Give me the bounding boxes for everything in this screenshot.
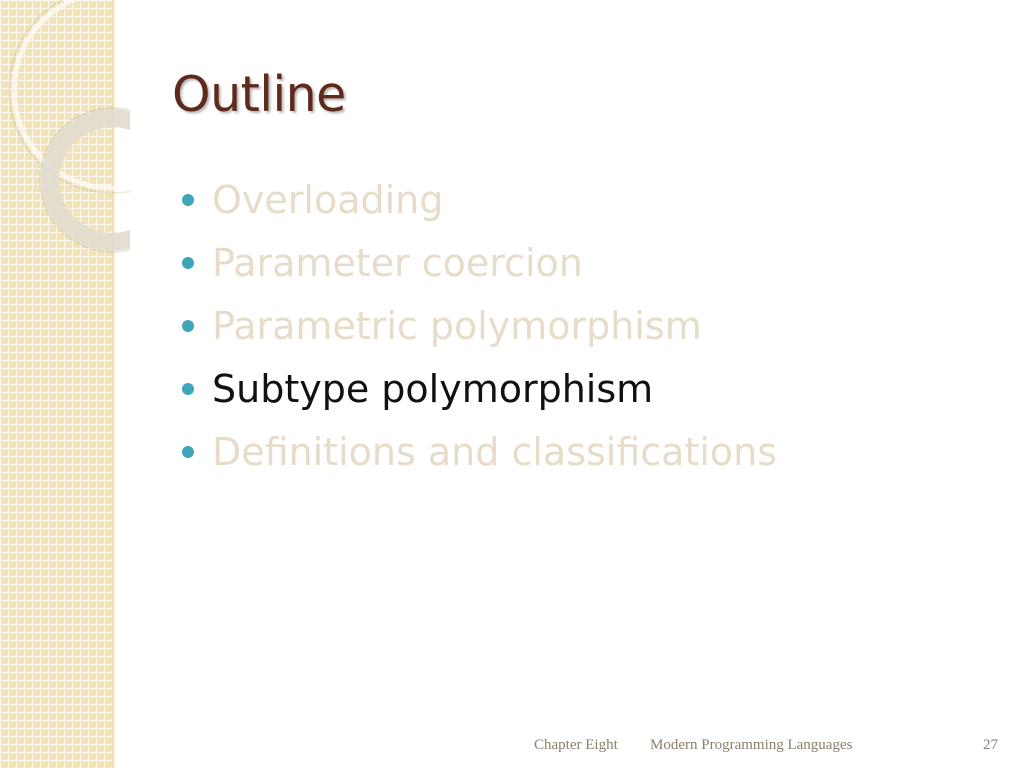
bullet-label: Parameter coercion bbox=[212, 240, 583, 285]
bullet-item-definitions bbox=[182, 420, 777, 483]
footer-chapter: Chapter Eight bbox=[534, 737, 618, 753]
bullet-dot-icon bbox=[182, 446, 194, 458]
bullet-label: Definitions and classifications bbox=[212, 429, 778, 474]
bullet-item-overloading bbox=[182, 168, 777, 231]
bullet-label: Parametric polymorphism bbox=[212, 303, 702, 348]
decorative-circles-icon bbox=[0, 0, 130, 260]
bullet-list bbox=[182, 168, 777, 483]
bullet-dot-icon bbox=[182, 257, 194, 269]
footer-page-number: 27 bbox=[983, 737, 998, 753]
bullet-item-parametric-polymorphism bbox=[182, 294, 777, 357]
bullet-label: Overloading bbox=[212, 177, 444, 222]
slide-title: Outline bbox=[172, 66, 346, 123]
bullet-dot-icon bbox=[182, 320, 194, 332]
footer-book-title: Modern Programming Languages bbox=[650, 737, 853, 753]
bullet-label: Subtype polymorphism bbox=[212, 366, 654, 411]
bullet-item-subtype-polymorphism bbox=[182, 357, 777, 420]
bullet-dot-icon bbox=[182, 194, 194, 206]
bullet-dot-icon bbox=[182, 383, 194, 395]
bullet-item-parameter-coercion bbox=[182, 231, 777, 294]
